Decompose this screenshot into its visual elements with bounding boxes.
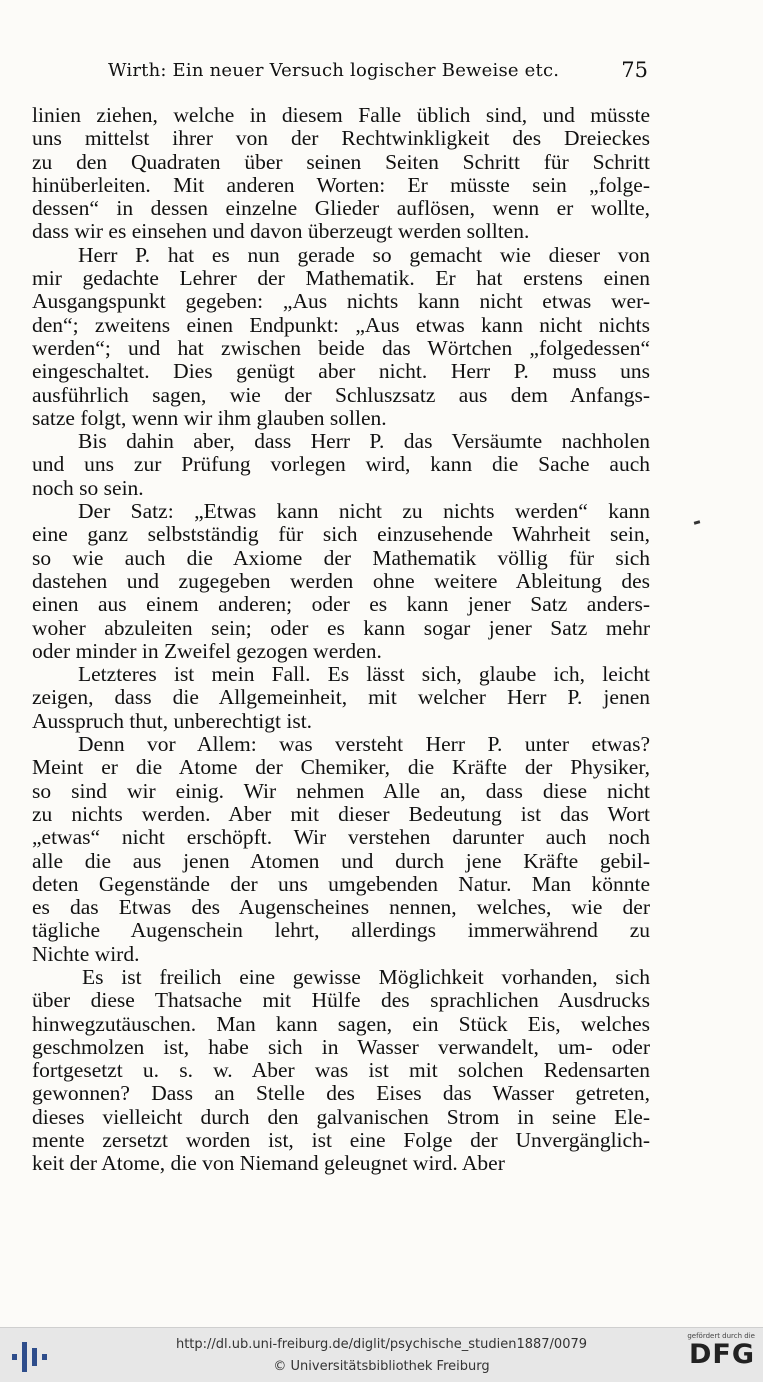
text-line: alle die aus jenen Atomen und durch jene Kräfte gebil- bbox=[32, 848, 650, 873]
text-line: Meint er die Atome der Chemiker, die Kräfte der Physiker, bbox=[32, 755, 650, 780]
running-title: Wirth: Ein neuer Versuch logischer Beweise etc. bbox=[108, 60, 560, 81]
text-line: mir gedachte Lehrer der Mathematik. Er hat erstens einen bbox=[32, 266, 650, 291]
text-line: hinwegzutäuschen. Man kann sagen, ein Stück Eis, welches bbox=[32, 1011, 650, 1036]
text-line: keit der Atome, die von Niemand geleugnet wird. Aber bbox=[32, 1151, 505, 1176]
text-line: einen aus einem anderen; oder es kann jener Satz anders- bbox=[32, 592, 650, 617]
text-line: so sind wir einig. Wir nehmen Alle an, dass diese nicht bbox=[32, 778, 650, 803]
text-line: noch so sein. bbox=[32, 475, 144, 500]
margin-mark bbox=[694, 520, 701, 524]
text-line: geschmolzen ist, habe sich in Wasser verwandelt, um- oder bbox=[32, 1034, 650, 1059]
text-line: über diese Thatsache mit Hülfe des sprachlichen Ausdrucks bbox=[32, 988, 650, 1013]
text-line: Nichte wird. bbox=[32, 941, 140, 966]
text-line: Ausspruch thut, unberechtigt ist. bbox=[32, 708, 313, 733]
text-line: uns mittelst ihrer von der Rechtwinkligkeit des Dreieckes bbox=[32, 126, 650, 151]
text-line: dessen“ in dessen einzelne Glieder auflösen, wenn er wollte, bbox=[32, 196, 650, 221]
text-line: Letzteres ist mein Fall. Es lässt sich, glaube ich, leicht bbox=[78, 662, 650, 687]
text-line: Es ist freilich eine gewisse Möglichkeit vorhanden, sich bbox=[82, 964, 650, 989]
text-line: werden“; und hat zwischen beide das Wörtchen „folgedessen“ bbox=[32, 335, 650, 360]
copyright-text: © Universitätsbibliothek Freiburg bbox=[273, 1359, 490, 1374]
viewer-footer bbox=[0, 1327, 763, 1382]
text-line: den“; zweitens einen Endpunkt: „Aus etwas kann nicht nichts bbox=[32, 312, 650, 337]
text-line: satze folgt, wenn wir ihm glauben sollen. bbox=[32, 405, 387, 430]
text-line: Bis dahin aber, dass Herr P. das Versäumte nachholen bbox=[78, 429, 650, 454]
text-line: es das Etwas des Augenscheines nennen, welches, wie der bbox=[32, 895, 650, 920]
text-line: zeigen, dass die Allgemeinheit, mit welcher Herr P. jenen bbox=[32, 685, 650, 710]
text-line: tägliche Augenschein lehrt, allerdings immerwährend zu bbox=[32, 918, 650, 943]
text-line: ausführlich sagen, wie der Schluszsatz aus dem Anfangs- bbox=[32, 382, 650, 407]
dfg-logo bbox=[673, 1332, 755, 1378]
text-line: dastehen und zugegeben werden ohne weitere Ableitung des bbox=[32, 568, 650, 593]
text-line: dass wir es einsehen und davon überzeugt werden sollten. bbox=[32, 219, 530, 244]
text-line: hinüberleiten. Mit anderen Worten: Er müsste sein „folge- bbox=[32, 172, 650, 197]
text-line: Der Satz: „Etwas kann nicht zu nichts werden“ kann bbox=[78, 499, 650, 524]
text-line: deten Gegenstände der uns umgebenden Natur. Man könnte bbox=[32, 871, 650, 896]
text-line: gewonnen? Dass an Stelle des Eises das Wasser getreten, bbox=[32, 1081, 650, 1106]
text-line: „etwas“ nicht erschöpft. Wir verstehen darunter auch noch bbox=[32, 825, 650, 850]
text-line: zu den Quadraten über seinen Seiten Schritt für Schritt bbox=[32, 149, 650, 174]
text-line: eine ganz selbstständig für sich einzusehende Wahrheit sein, bbox=[32, 522, 650, 547]
text-line: woher abzuleiten sein; oder es kann sogar jener Satz mehr bbox=[32, 615, 650, 640]
text-line: oder minder in Zweifel gezogen werden. bbox=[32, 638, 382, 663]
text-line: Ausgangspunkt gegeben: „Aus nichts kann nicht etwas wer- bbox=[32, 289, 650, 314]
dfg-logo-icon: DFG bbox=[688, 1339, 755, 1370]
text-line: mente zersetzt worden ist, ist eine Folge der Unvergänglich- bbox=[32, 1128, 650, 1153]
text-line: so wie auch die Axiome der Mathematik völlig für sich bbox=[32, 545, 650, 570]
text-line: Denn vor Allem: was versteht Herr P. unter etwas? bbox=[78, 732, 650, 757]
funder-caption: gefördert durch die bbox=[687, 1332, 755, 1340]
page-header bbox=[108, 58, 648, 86]
text-line: fortgesetzt u. s. w. Aber was ist mit solchen Redensarten bbox=[32, 1058, 650, 1083]
text-line: dieses vielleicht durch den galvanischen Strom in seine Ele- bbox=[32, 1104, 650, 1129]
text-line: und uns zur Prüfung vorlegen wird, kann die Sache auch bbox=[32, 452, 650, 477]
page-number: 75 bbox=[621, 58, 648, 82]
body-text bbox=[32, 104, 650, 1176]
text-line: zu nichts werden. Aber mit dieser Bedeutung ist das Wort bbox=[32, 801, 650, 826]
text-line: eingeschaltet. Dies genügt aber nicht. Herr P. muss uns bbox=[32, 359, 650, 384]
text-line: Herr P. hat es nun gerade so gemacht wie dieser von bbox=[78, 242, 650, 267]
text-line: linien ziehen, welche in diesem Falle üblich sind, und müsste bbox=[32, 103, 650, 127]
source-url-link[interactable]: http://dl.ub.uni-freiburg.de/diglit/psychische_studien1887/0079 bbox=[175, 1337, 588, 1352]
